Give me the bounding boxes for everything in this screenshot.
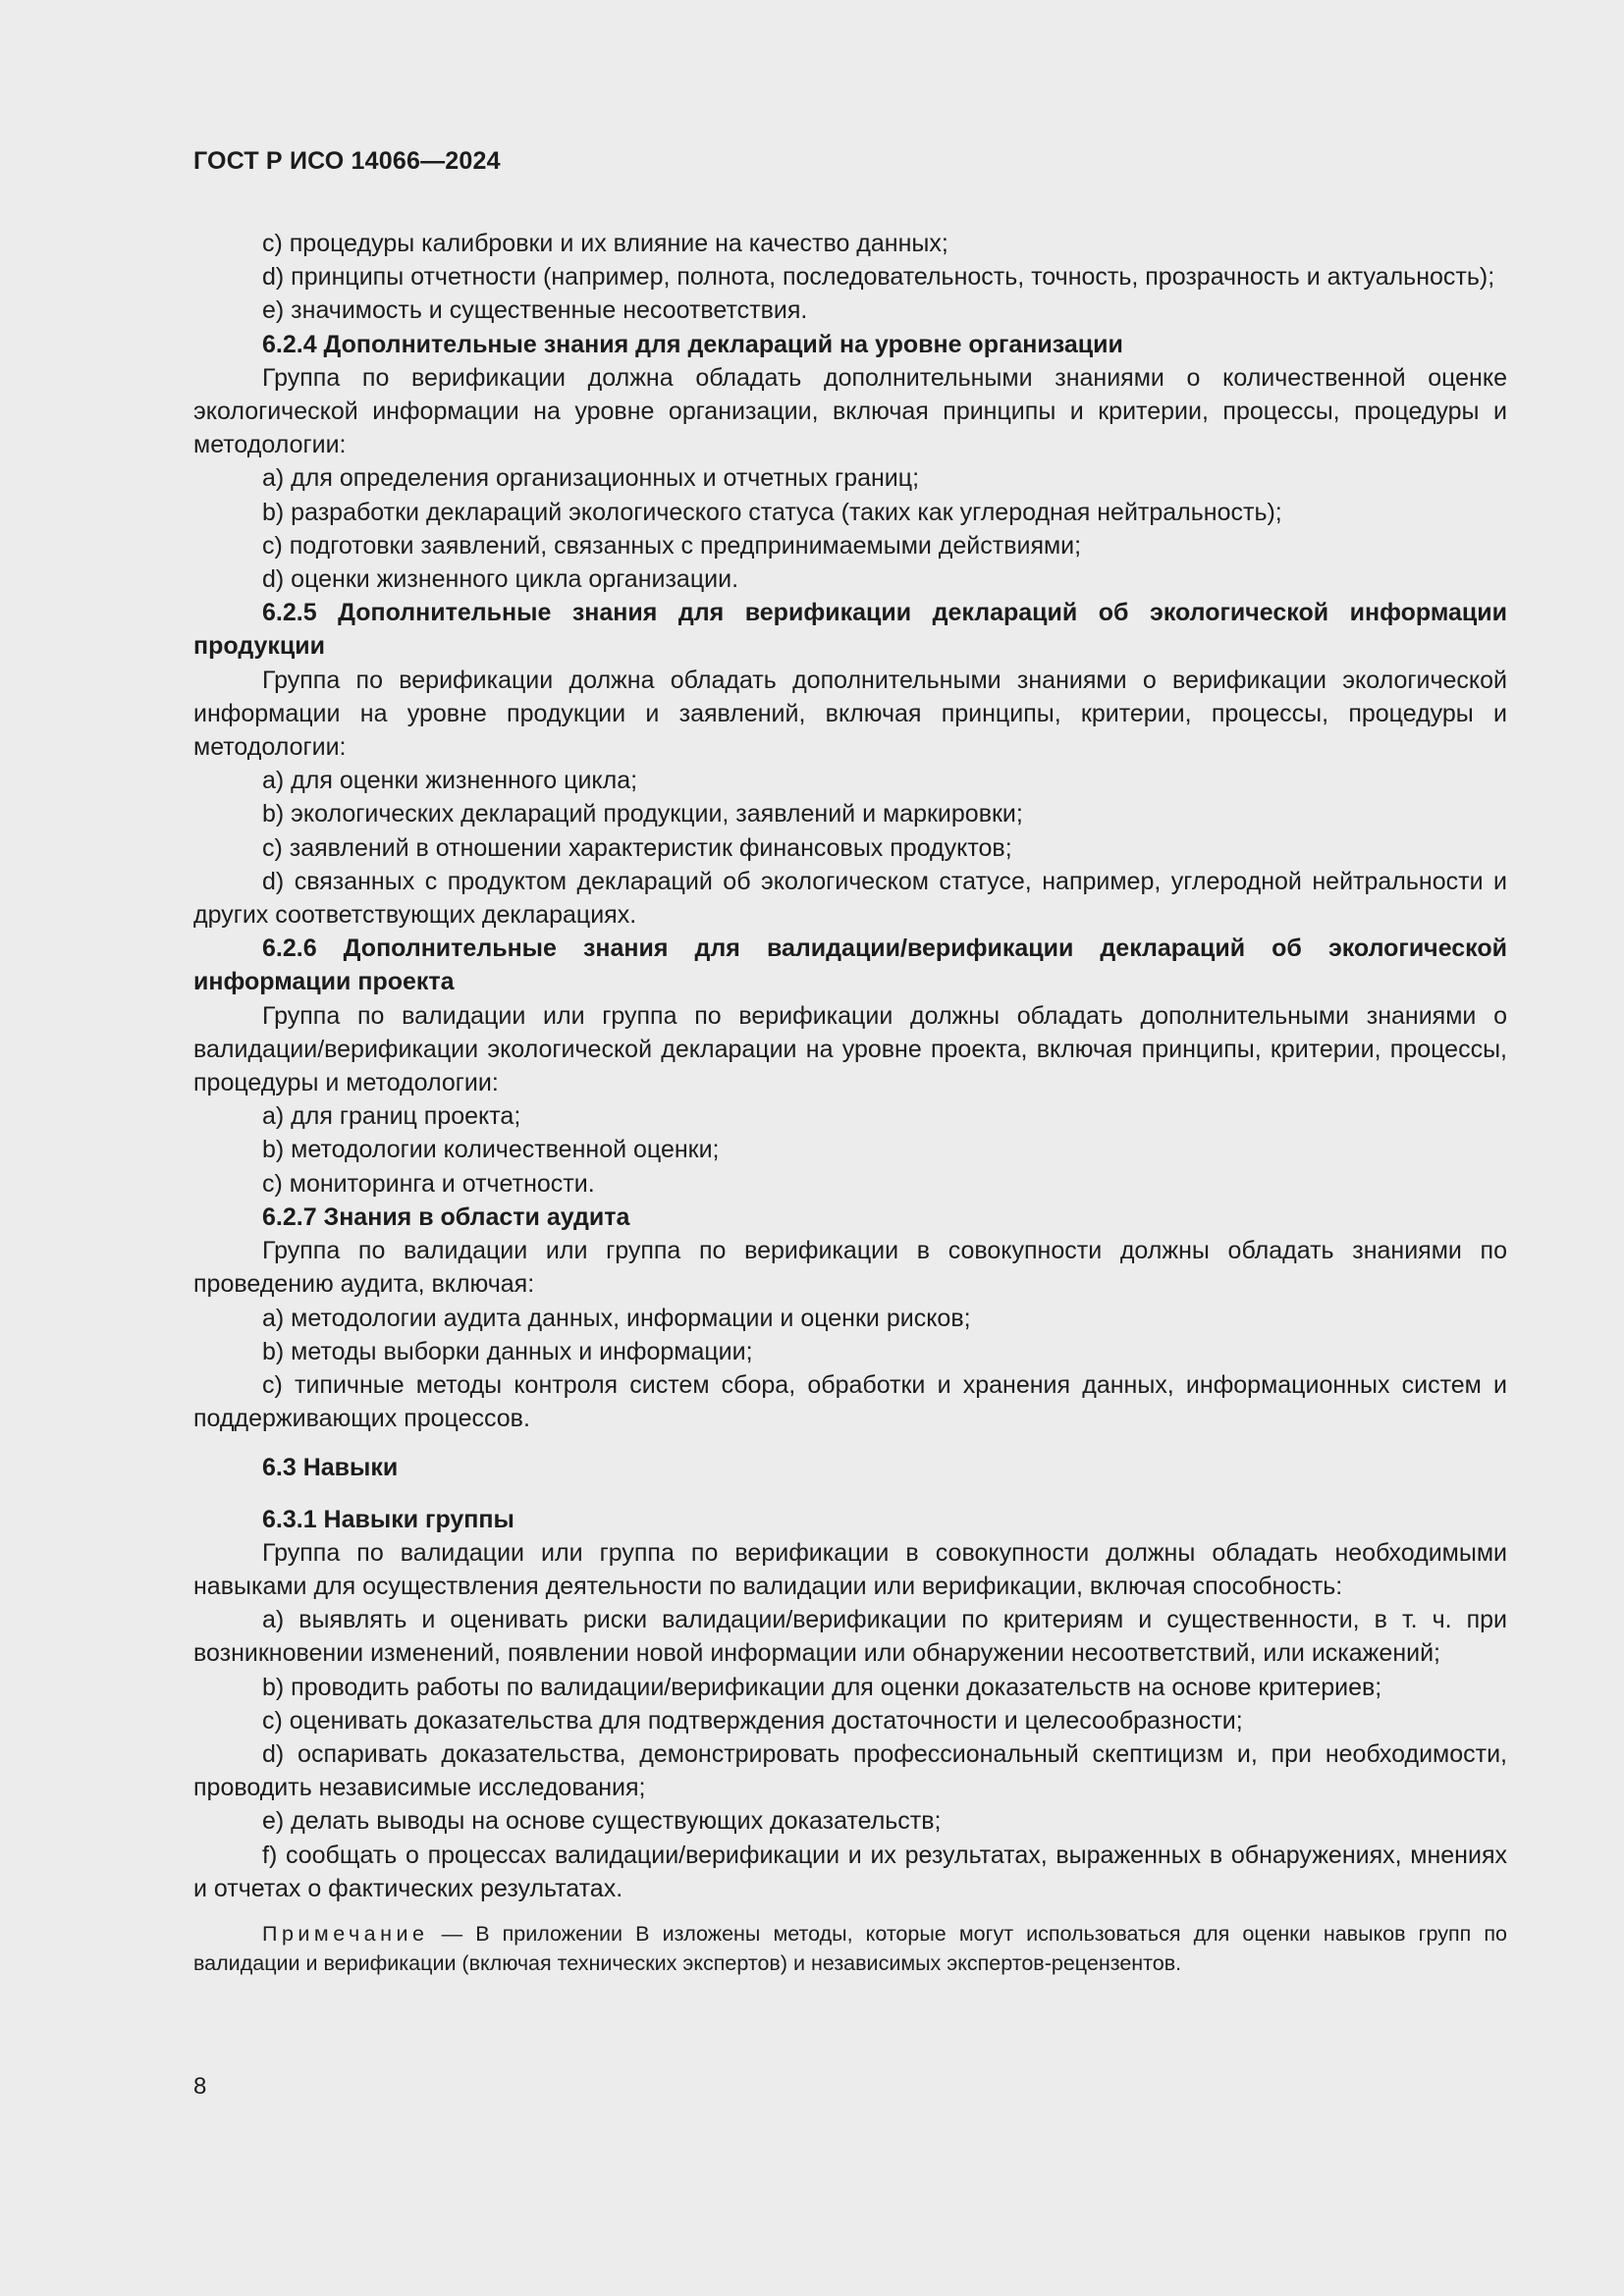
paragraph: a) для границ проекта;	[262, 1102, 521, 1131]
paragraph: c) оценивать доказательства для подтверждения достаточности и целесообразности;	[262, 1706, 1243, 1735]
paragraph: c) типичные методы контроля систем сбора, обработки и хранения данных, информационных систем и поддерживающих процессов.	[193, 1370, 1507, 1433]
section-heading: 6.2.5 Дополнительные знания для верификации деклараций об экологической информации продукции	[193, 599, 1507, 661]
document-header: ГОСТ Р ИСО 14066—2024	[193, 147, 501, 175]
paragraph: b) методы выборки данных и информации;	[262, 1337, 753, 1365]
section-heading: 6.2.7 Знания в области аудита	[262, 1202, 630, 1231]
section-heading: 6.2.6 Дополнительные знания для валидации/верификации деклараций об экологической информации проекта	[193, 934, 1507, 996]
paragraph: d) принципы отчетности (например, полнота, последовательность, точность, прозрачность и актуальность);	[262, 263, 1495, 292]
paragraph: b) разработки деклараций экологического статуса (таких как углеродная нейтральность);	[262, 498, 1282, 526]
section-heading: 6.2.4 Дополнительные знания для деклараций на уровне организации	[262, 330, 1123, 358]
page-number: 8	[193, 2073, 207, 2100]
paragraph: e) делать выводы на основе существующих доказательств;	[262, 1807, 942, 1836]
paragraph: Группа по верификации должна обладать дополнительными знаниями о верификации экологической информации на уровне продукции и заявлений, включая принципы, критерии, процессы, процедуры и методологии:	[193, 666, 1507, 762]
section-heading: 6.3 Навыки	[262, 1454, 399, 1482]
note	[193, 1919, 1507, 1978]
paragraph: c) подготовки заявлений, связанных с предпринимаемыми действиями;	[262, 531, 1082, 560]
paragraph: b) проводить работы по валидации/верификации для оценки доказательств на основе критериев;	[262, 1673, 1382, 1701]
paragraph: c) мониторинга и отчетности.	[262, 1169, 595, 1198]
paragraph: c) заявлений в отношении характеристик финансовых продуктов;	[262, 833, 1012, 862]
note-label: Примечание	[262, 1921, 429, 1946]
paragraph: Группа по валидации или группа по верификации в совокупности должны обладать знаниями по проведению аудита, включая:	[193, 1237, 1507, 1299]
paragraph: c) процедуры калибровки и их влияние на качество данных;	[262, 230, 948, 257]
paragraph: f) сообщать о процессах валидации/верификации и их результатах, выраженных в обнаружениях, мнениях и отчетах о фактических результатах.	[193, 1841, 1507, 1902]
paragraph: d) оценки жизненного цикла организации.	[262, 565, 739, 594]
paragraph: a) для определения организационных и отчетных границ;	[262, 464, 920, 493]
paragraph: Группа по валидации или группа по верификации должны обладать дополнительными знаниями о валидации/верификации экологической декларации на уровне проекта, включая принципы, критерии, процессы, процедуры и методологии:	[193, 1001, 1507, 1097]
paragraph: a) выявлять и оценивать риски валидации/верификации по критериям и существенности, в т. ч. при возникновении изменений, появлении новой информации или обнаружении несоответствий, или искажений;	[193, 1606, 1507, 1668]
paragraph: Группа по валидации или группа по верификации в совокупности должны обладать необходимыми навыками для осуществления деятельности по валидации или верификации, включая способность:	[193, 1538, 1507, 1600]
paragraph: d) оспаривать доказательства, демонстрировать профессиональный скептицизм и, при необходимости, проводить независимые исследования;	[193, 1739, 1507, 1802]
paragraph: Группа по верификации должна обладать дополнительными знаниями о количественной оценке экологической информации на уровне организации, включая принципы и критерии, процессы, процедуры и методологии:	[193, 363, 1507, 459]
note-text: — В приложении B изложены методы, которые могут использоваться для оценки навыков групп по валидации и верификации (включая технических экспертов) и независимых экспертов-рецензентов.	[193, 1921, 1507, 1975]
paragraph: b) экологических деклараций продукции, заявлений и маркировки;	[262, 800, 1023, 828]
paragraph: d) связанных с продуктом деклараций об экологическом статусе, например, углеродной нейтральности и других соответствующих декларациях.	[193, 867, 1507, 930]
document-body	[193, 227, 1507, 1999]
paragraph: b) методологии количественной оценки;	[262, 1136, 720, 1164]
paragraph: a) для оценки жизненного цикла;	[262, 767, 638, 795]
paragraph: a) методологии аудита данных, информации и оценки рисков;	[262, 1304, 971, 1332]
section-heading: 6.3.1 Навыки группы	[262, 1505, 514, 1533]
paragraph: e) значимость и существенные несоответствия.	[262, 296, 808, 325]
